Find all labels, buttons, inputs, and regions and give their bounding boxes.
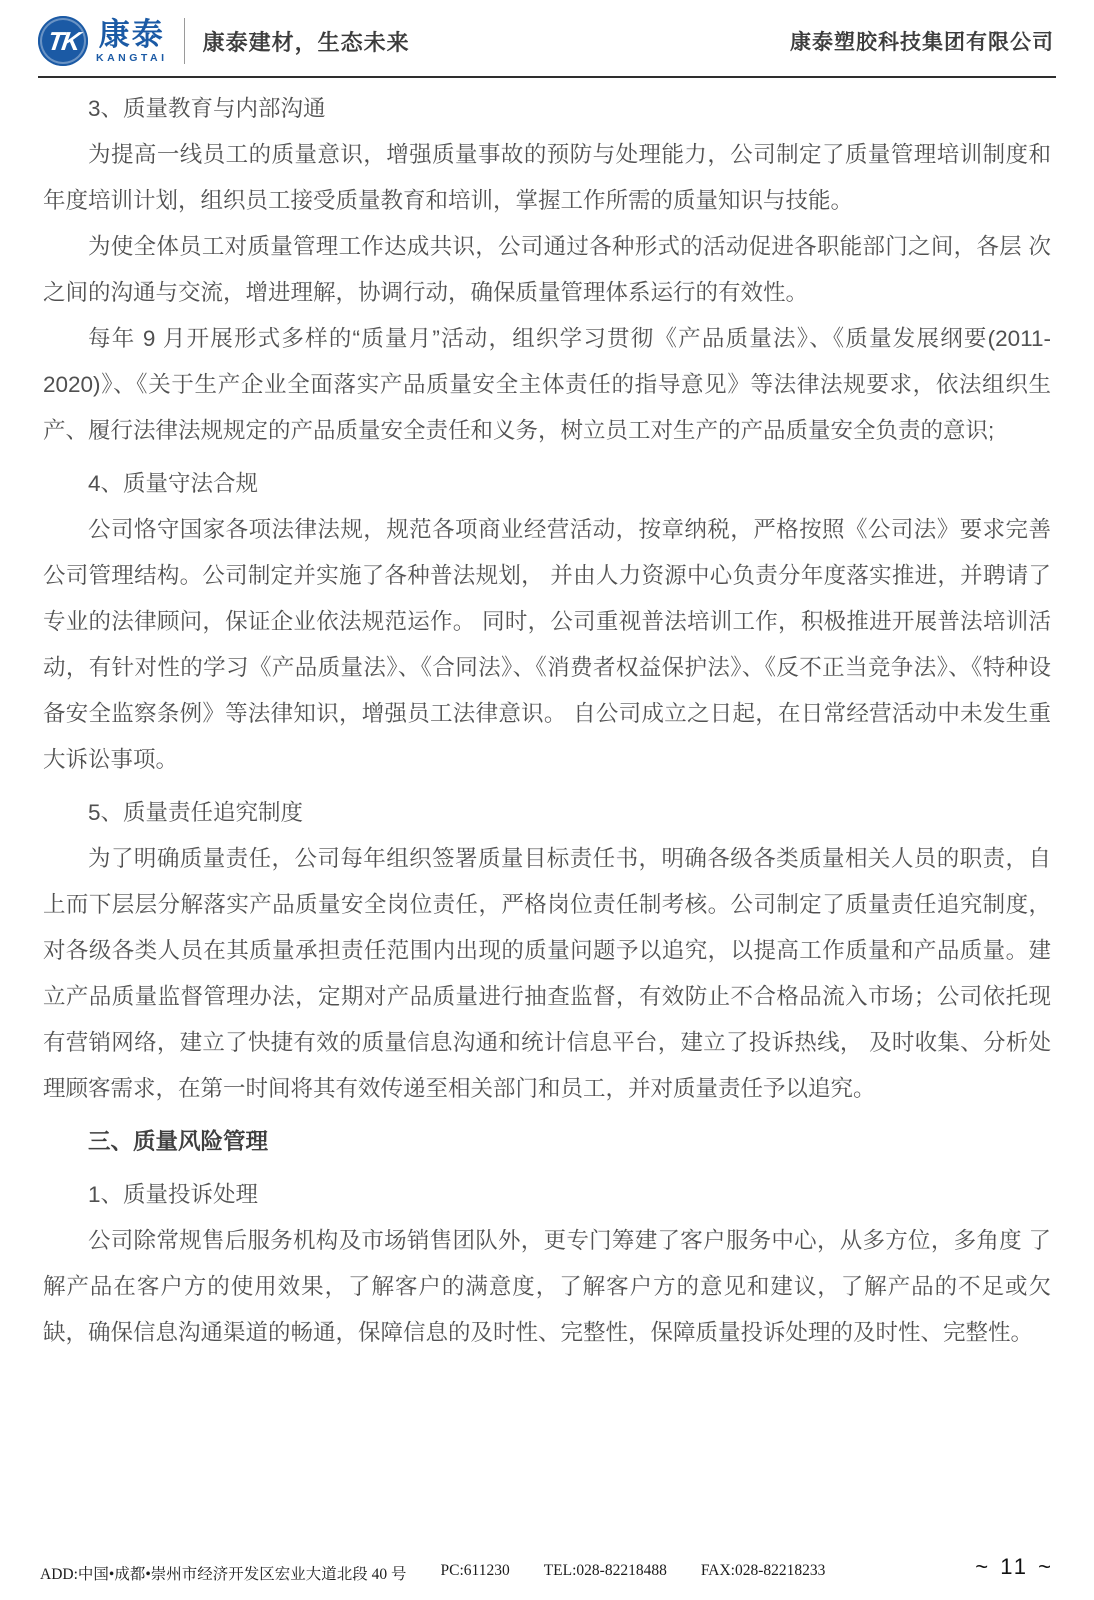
logo-monogram: TK: [45, 25, 81, 56]
page-header: [0, 0, 1094, 76]
kangtai-logo-icon: [38, 16, 88, 66]
footer-telephone: TEL:028-82218488: [543, 1562, 667, 1579]
brand-lockup: [38, 16, 410, 66]
page-number: ~ 11 ~: [975, 1554, 1054, 1579]
paragraph: 为提高一线员工的质量意识，增强质量事故的预防与处理能力，公司制定了质量管理培训制度和年度培训计划，组织员工接受质量教育和培训，掌握工作所需的质量知识与技能。: [43, 142, 1051, 213]
paragraph: 公司恪守国家各项法律法规，规范各项商业经营活动，按章纳税，严格按照《公司法》要求完善公司管理结构。公司制定并实施了各种普法规划， 并由人力资源中心负责分年度落实推进，并聘请了专业的法律顾问，保证企业依法规范运作。 同时，公司重视普法培训工作，积极推进开展普法培训活动，有针对性的学习《产品质量法》、《合同法》、《消费者权益保护法》、《反不正当竞争法》、《特种设备安全监察条例》等法律知识，增强员工法律意识。 自公司成立之日起，在日常经营活动中未发生重大诉讼事项。: [43, 517, 1051, 772]
subheading: 5、质量责任追究制度: [88, 800, 304, 825]
paragraph: 每年 9 月开展形式多样的“质量月”活动，组织学习贯彻《产品质量法》、《质量发展纲要(2011-2020)》、《关于生产企业全面落实产品质量安全主体责任的指导意见》等法律法规要求，依法组织生产、履行法律法规规定的产品质量安全责任和义务，树立员工对生产的产品质量安全负责的意识;: [43, 326, 1051, 443]
footer-address: ADD:中国•成都•崇州市经济开发区宏业大道北段 40 号: [40, 1566, 407, 1583]
header-rule: [38, 76, 1056, 78]
page-footer: [40, 1554, 1054, 1584]
brand-names: [96, 16, 168, 64]
header-divider: [184, 18, 185, 64]
brand-name-cn: 康泰: [98, 16, 165, 52]
document-body: [43, 86, 1051, 1356]
company-name: 康泰塑胶科技集团有限公司: [790, 31, 1054, 54]
brand-name-en: KANGTAI: [96, 51, 168, 64]
subheading: 1、质量投诉处理: [88, 1182, 259, 1207]
paragraph: 为了明确质量责任，公司每年组织签署质量目标责任书，明确各级各类质量相关人员的职责，自上而下层层分解落实产品质量安全岗位责任，严格岗位责任制考核。公司制定了质量责任追究制度，对各级各类人员在其质量承担责任范围内出现的质量问题予以追究，以提高工作质量和产品质量。建立产品质量监督管理办法，定期对产品质量进行抽查监督，有效防止不合格品流入市场；公司依托现有营销网络，建立了快捷有效的质量信息沟通和统计信息平台，建立了投诉热线， 及时收集、分析处理顾客需求，在第一时间将其有效传递至相关部门和员工，并对质量责任予以追究。: [43, 846, 1051, 1101]
subheading: 4、质量守法合规: [88, 471, 259, 496]
footer-contact-info: [40, 1562, 825, 1584]
brand-slogan: 康泰建材，生态未来: [202, 29, 410, 55]
footer-postal-code: PC:611230: [440, 1562, 510, 1579]
paragraph: 公司除常规售后服务机构及市场销售团队外，更专门筹建了客户服务中心，从多方位，多角度 了解产品在客户方的使用效果，了解客户的满意度，了解客户方的意见和建议，了解产品的不足或欠缺，确保信息沟通渠道的畅通，保障信息的及时性、完整性，保障质量投诉处理的及时性、完整性。: [43, 1228, 1051, 1345]
section-heading: 三、质量风险管理: [88, 1129, 269, 1154]
footer-fax: FAX:028-82218233: [700, 1562, 826, 1579]
subheading: 3、质量教育与内部沟通: [88, 96, 326, 121]
paragraph: 为使全体员工对质量管理工作达成共识，公司通过各种形式的活动促进各职能部门之间，各层 次之间的沟通与交流，增进理解，协调行动，确保质量管理体系运行的有效性。: [43, 234, 1051, 305]
